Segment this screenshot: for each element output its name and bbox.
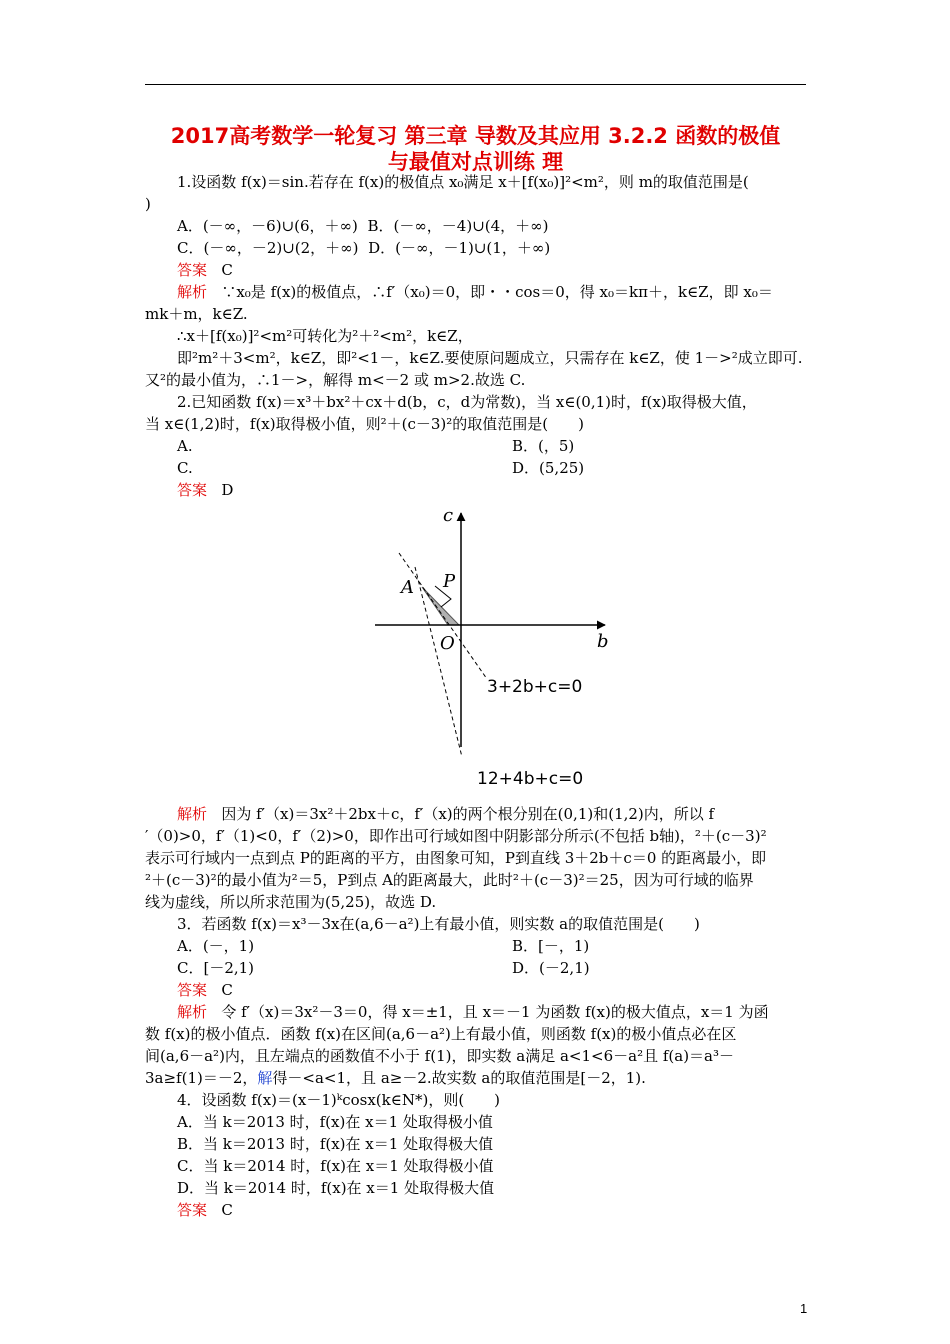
header-rule: [145, 84, 806, 85]
q4-option-c: C．当 k＝2014 时，f(x)在 x＝1 处取得极小值: [177, 1157, 494, 1175]
q3-analysis-line4: [145, 1067, 646, 1089]
q2-analysis-label: 解析: [177, 805, 208, 823]
q2-option-c: C.: [177, 459, 193, 477]
q2-stem-line2: 当 x∈(1,2)时，f(x)取得极小值，则²＋(c－3)²的取值范围是( ): [145, 415, 584, 433]
q2-option-d: D．(5,25): [512, 459, 585, 477]
q2-option-b: B．(，5): [512, 437, 575, 455]
q4-option-d: D．当 k＝2014 时，f(x)在 x＝1 处取得极大值: [177, 1179, 495, 1197]
q3-answer: [177, 979, 233, 1001]
axis-label-c: c: [443, 505, 454, 526]
q1-option-d: D．(－∞，－1)∪(1，＋∞): [368, 239, 551, 257]
q1-analysis-line1: [177, 281, 773, 303]
q2-analysis-line5: 线为虚线，所以所求范围为(5,25)，故选 D.: [145, 893, 437, 911]
q2-analysis-line3: 表示可行域内一点到点 P的距离的平方，由图象可知，P到直线 3＋2b＋c＝0 的距离最小，即: [145, 849, 767, 867]
q3-stem: 3．若函数 f(x)＝x³－3x在(a,6－a²)上有最小值，则实数 a的取值范围是( ): [177, 915, 700, 933]
q2-option-a: A.: [177, 437, 193, 455]
q1-analysis-line5: 又²的最小值为，∴1－>，解得 m<－2 或 m>2.故选 C.: [145, 371, 526, 389]
q3-option-d: D．(－2,1): [512, 959, 590, 977]
q3-analysis-text4a: 3a≥f(1)＝－2，: [145, 1069, 258, 1087]
point-label-a: A: [401, 577, 414, 598]
q2-analysis-line1: [177, 803, 714, 825]
q1-option-b: B．(－∞，－4)∪(4，＋∞): [367, 217, 549, 235]
q1-analysis-text1: ∵x₀是 f(x)的极值点，∴f′（x₀)＝0，即・・cos＝0，得 x₀＝kπ＋，k∈Z，即 x₀＝: [221, 283, 773, 301]
document-title-line2: 与最值对点训练 理: [387, 150, 564, 174]
q4-answer-value: C: [221, 1201, 233, 1219]
q3-option-a: A．(－，1): [177, 937, 255, 955]
q3-analysis-line3: 间(a,6－a²)内，且左端点的函数值不小于 f(1)，即实数 a满足 a<1<6－a²且 f(a)＝a³－: [145, 1047, 735, 1065]
origin-label-o: O: [440, 633, 455, 654]
q3-analysis-text4c: 得－<a<1，且 a≥－2.故实数 a的取值范围是[－2，1).: [272, 1069, 646, 1087]
q2-stem-line1: 2.已知函数 f(x)＝x³＋bx²＋cx＋d(b，c，d为常数)，当 x∈(0,1)时，f(x)取得极大值，: [177, 393, 757, 411]
q1-answer-label: 答案: [177, 261, 208, 279]
q1-options-cd: [177, 237, 550, 259]
q2-answer-value: D: [221, 481, 234, 499]
axis-label-b: b: [597, 631, 609, 652]
point-label-p: P: [443, 571, 456, 592]
q4-option-a: A．当 k＝2013 时，f(x)在 x＝1 处取得极小值: [177, 1113, 493, 1131]
q3-analysis-line2: 数 f(x)的极小值点．函数 f(x)在区间(a,6－a²)上有最小值，则函数 f(x)的极小值点必在区: [145, 1025, 737, 1043]
q1-stem-line1: 1.设函数 f(x)＝sin.若存在 f(x)的极值点 x₀满足 x＋[f(x₀)]²<m²，则 m的取值范围是(: [177, 173, 749, 191]
q3-option-b: B．[－，1): [512, 937, 590, 955]
q2-analysis-line2: ′（0)>0，f′（1)<0，f′（2)>0，即作出可行域如图中阴影部分所示(不包括 b轴)，²＋(c－3)²: [145, 827, 767, 845]
q2-answer: [177, 479, 233, 501]
line-label-12-4b-c: 12+4b+c=0: [477, 769, 584, 789]
dashed-line-12-4b-c: [415, 567, 462, 757]
line-label-3-2b-c: 3+2b+c=0: [487, 677, 583, 697]
q2-analysis-line4: ²＋(c－3)²的最小值为²＝5，P到点 A的距离最大，此时²＋(c－3)²＝25，因为可行域的临界: [145, 871, 754, 889]
q1-answer-value: C: [221, 261, 233, 279]
q1-analysis-line2: mk＋m，k∈Z.: [145, 305, 248, 323]
q3-analysis-text1: 令 f′（x)＝3x²－3＝0，得 x＝±1，且 x＝－1 为函数 f(x)的极大值点，x＝1 为函: [221, 1003, 769, 1021]
page-number: 1: [800, 1301, 808, 1316]
q4-answer-label: 答案: [177, 1201, 208, 1219]
document-title-line1: 2017高考数学一轮复习 第三章 导数及其应用 3.2.2 函数的极值: [170, 124, 781, 148]
q1-analysis-line3: ∴x＋[f(x₀)]²<m²可转化为²＋²<m²，k∈Z，: [177, 327, 473, 345]
q3-analysis-line1: [177, 1001, 769, 1023]
q4-option-b: B．当 k＝2013 时，f(x)在 x＝1 处取得极大值: [177, 1135, 494, 1153]
q3-option-c: C．[－2,1): [177, 959, 255, 977]
q2-analysis-text1: 因为 f′（x)＝3x²＋2bx＋c，f′（x)的两个根分别在(0,1)和(1,2)内，所以 f: [221, 805, 715, 823]
q3-answer-label: 答案: [177, 981, 208, 999]
q3-analysis-link-jie[interactable]: 解: [257, 1069, 273, 1087]
q1-stem-line2: ): [145, 195, 151, 213]
q1-option-c: C．(－∞，－2)∪(2，＋∞): [177, 239, 359, 257]
q3-analysis-label: 解析: [177, 1003, 208, 1021]
feasible-region-figure: [365, 501, 620, 801]
q1-answer: [177, 259, 233, 281]
q3-answer-value: C: [221, 981, 233, 999]
q1-analysis-label: 解析: [177, 283, 208, 301]
q1-analysis-line4: 即²m²＋3<m²，k∈Z，即²<1－，k∈Z.要使原问题成立，只需存在 k∈Z，使 1－>²成立即可.: [177, 349, 803, 367]
feasible-region-svg: [365, 501, 620, 801]
q2-answer-label: 答案: [177, 481, 208, 499]
shaded-region: [422, 587, 459, 625]
q1-options-ab: [177, 215, 549, 237]
q4-stem: 4．设函数 f(x)＝(x－1)ᵏcosx(k∈N*)，则( ): [177, 1091, 501, 1109]
q4-answer: [177, 1199, 233, 1221]
q1-option-a: A．(－∞，－6)∪(6，＋∞): [177, 217, 358, 235]
